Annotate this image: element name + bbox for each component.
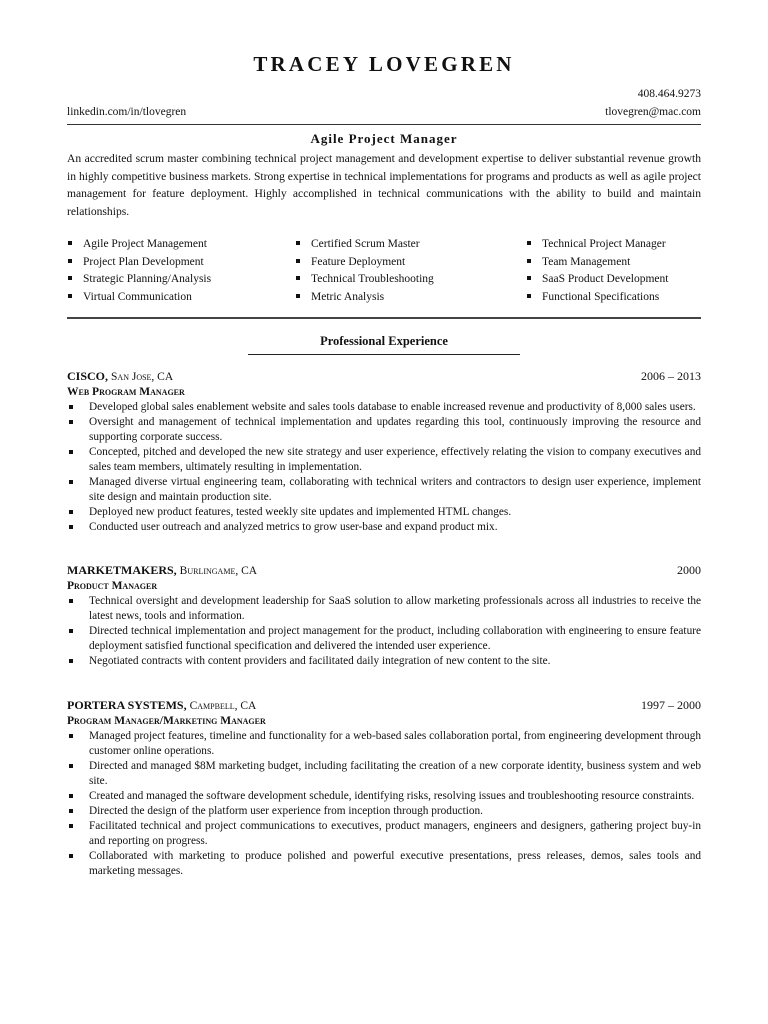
bullet-icon [69, 405, 73, 409]
bullet-icon [68, 294, 72, 298]
contact-block [67, 88, 701, 122]
bullet-icon [69, 450, 73, 454]
skills-column-1 [67, 236, 211, 306]
bullet-icon [296, 276, 300, 280]
job-location: Burlingame, CA [179, 565, 258, 577]
skill-item: Technical Project Manager [526, 236, 668, 254]
skills-column-3 [526, 236, 668, 306]
header-divider [67, 124, 701, 125]
job-title: Web Program Manager [67, 386, 185, 398]
company-name: PORTERA SYSTEMS, [67, 698, 187, 712]
job-bullet: Negotiated contracts with content providers and facilitated daily integration of new content to the site. [67, 654, 701, 669]
job-bullet: Directed the design of the platform user experience from inception through production. [67, 804, 701, 819]
linkedin-link[interactable]: linkedin.com/in/tlovegren [67, 106, 187, 118]
bullet-icon [68, 276, 72, 280]
bullet-icon [296, 241, 300, 245]
skills-column-2 [295, 236, 434, 306]
bullet-icon [69, 420, 73, 424]
bullet-icon [69, 659, 73, 663]
job-bullet: Directed technical implementation and project management for the product, including collaboration with engineering to ensure feature deployment satisfied functional specification and delivered the intended user experience. [67, 624, 701, 654]
email-link[interactable]: tlovegren@mac.com [605, 106, 701, 118]
skill-item: Metric Analysis [295, 289, 434, 307]
skill-item: Feature Deployment [295, 254, 434, 272]
job-header [67, 698, 701, 714]
summary-paragraph: An accredited scrum master combining technical project management and development expertise to deliver substantial revenue growth in highly competitive business markets. Strong expertise in technical implementations for programs and products as well as agile project management for feature deployment. Highly accomplished in technical communications with the ability to build and maintain relationships. [67, 152, 701, 218]
skill-item: Agile Project Management [67, 236, 211, 254]
bullet-icon [527, 294, 531, 298]
skill-item: Strategic Planning/Analysis [67, 271, 211, 289]
skill-item: Certified Scrum Master [295, 236, 434, 254]
bullet-icon [69, 809, 73, 813]
bullet-icon [527, 276, 531, 280]
bullet-icon [69, 794, 73, 798]
job-bullet: Deployed new product features, tested weekly site updates and implemented HTML changes. [67, 505, 701, 520]
bullet-icon [69, 854, 73, 858]
job-entry-cisco [67, 369, 701, 535]
job-bullet: Managed project features, timeline and functionality for a web-based sales collaboration portal, from engineering development through customer online operations. [67, 729, 701, 759]
job-bullet: Collaborated with marketing to produce polished and powerful executive presentations, press releases, demos, sales tools and marketing messages. [67, 849, 701, 879]
job-bullet: Facilitated technical and project communications to executives, product managers, engineers and designers, gathering project buy-in and reporting on progress. [67, 819, 701, 849]
skill-item: Team Management [526, 254, 668, 272]
bullet-icon [69, 764, 73, 768]
company-name: MARKETMAKERS, [67, 563, 177, 577]
job-header [67, 369, 701, 385]
job-bullet: Technical oversight and development leadership for SaaS solution to allow marketing professionals across all industries to receive the latest news, tools and information. [67, 594, 701, 624]
job-bullet: Oversight and management of technical implementation and updates regarding this tool, continuously improving the resource and supporting corporate success. [67, 415, 701, 445]
job-title: Program Manager/Marketing Manager [67, 715, 266, 727]
skill-item: SaaS Product Development [526, 271, 668, 289]
section-divider [67, 317, 701, 319]
bullet-icon [296, 259, 300, 263]
bullet-icon [296, 294, 300, 298]
bullet-icon [69, 629, 73, 633]
job-bullet: Developed global sales enablement website and sales tools database to enable increased revenue and productivity of 8,000 sales users. [67, 400, 701, 415]
skills-grid [67, 236, 701, 308]
skill-item: Project Plan Development [67, 254, 211, 272]
skill-item: Functional Specifications [526, 289, 668, 307]
candidate-name: TRACEY LOVEGREN [253, 52, 515, 76]
job-entry-marketmakers [67, 563, 701, 669]
job-dates: 2006 – 2013 [641, 369, 701, 383]
job-location: Campbell, CA [189, 700, 257, 712]
bullet-icon [69, 599, 73, 603]
company-name: CISCO, [67, 369, 109, 383]
job-bullet: Created and managed the software development schedule, identifying risks, resolving issues and troubleshooting resource constraints. [67, 789, 701, 804]
job-entry-portera [67, 698, 701, 879]
bullet-icon [68, 241, 72, 245]
phone-number: 408.464.9273 [637, 88, 701, 100]
job-dates: 2000 [677, 563, 701, 577]
job-bullet: Concepted, pitched and developed the new site strategy and user experience, effectively relating the vision to company executives and sales team members, ultimately resulting in implementation. [67, 445, 701, 475]
headline-title: Agile Project Manager [310, 131, 458, 146]
job-title: Product Manager [67, 580, 158, 592]
skill-item: Virtual Communication [67, 289, 211, 307]
bullet-icon [68, 259, 72, 263]
job-bullet: Managed diverse virtual engineering team, collaborating with technical writers and contractors to design user experience, implement site design and maintain production site. [67, 475, 701, 505]
bullet-icon [69, 824, 73, 828]
job-bullets [67, 729, 701, 879]
bullet-icon [69, 510, 73, 514]
experience-section-title: Professional Experience [248, 334, 520, 355]
job-bullets [67, 594, 701, 669]
job-bullet: Directed and managed $8M marketing budget, including facilitating the creation of a new corporate identity, business system and web site. [67, 759, 701, 789]
job-dates: 1997 – 2000 [641, 698, 701, 712]
bullet-icon [69, 480, 73, 484]
bullet-icon [527, 259, 531, 263]
job-header [67, 563, 701, 579]
job-bullets [67, 400, 701, 535]
skill-item: Technical Troubleshooting [295, 271, 434, 289]
job-location: San Jose, CA [111, 371, 174, 383]
bullet-icon [527, 241, 531, 245]
job-bullet: Conducted user outreach and analyzed metrics to grow user-base and expand product mix. [67, 520, 701, 535]
bullet-icon [69, 525, 73, 529]
bullet-icon [69, 734, 73, 738]
